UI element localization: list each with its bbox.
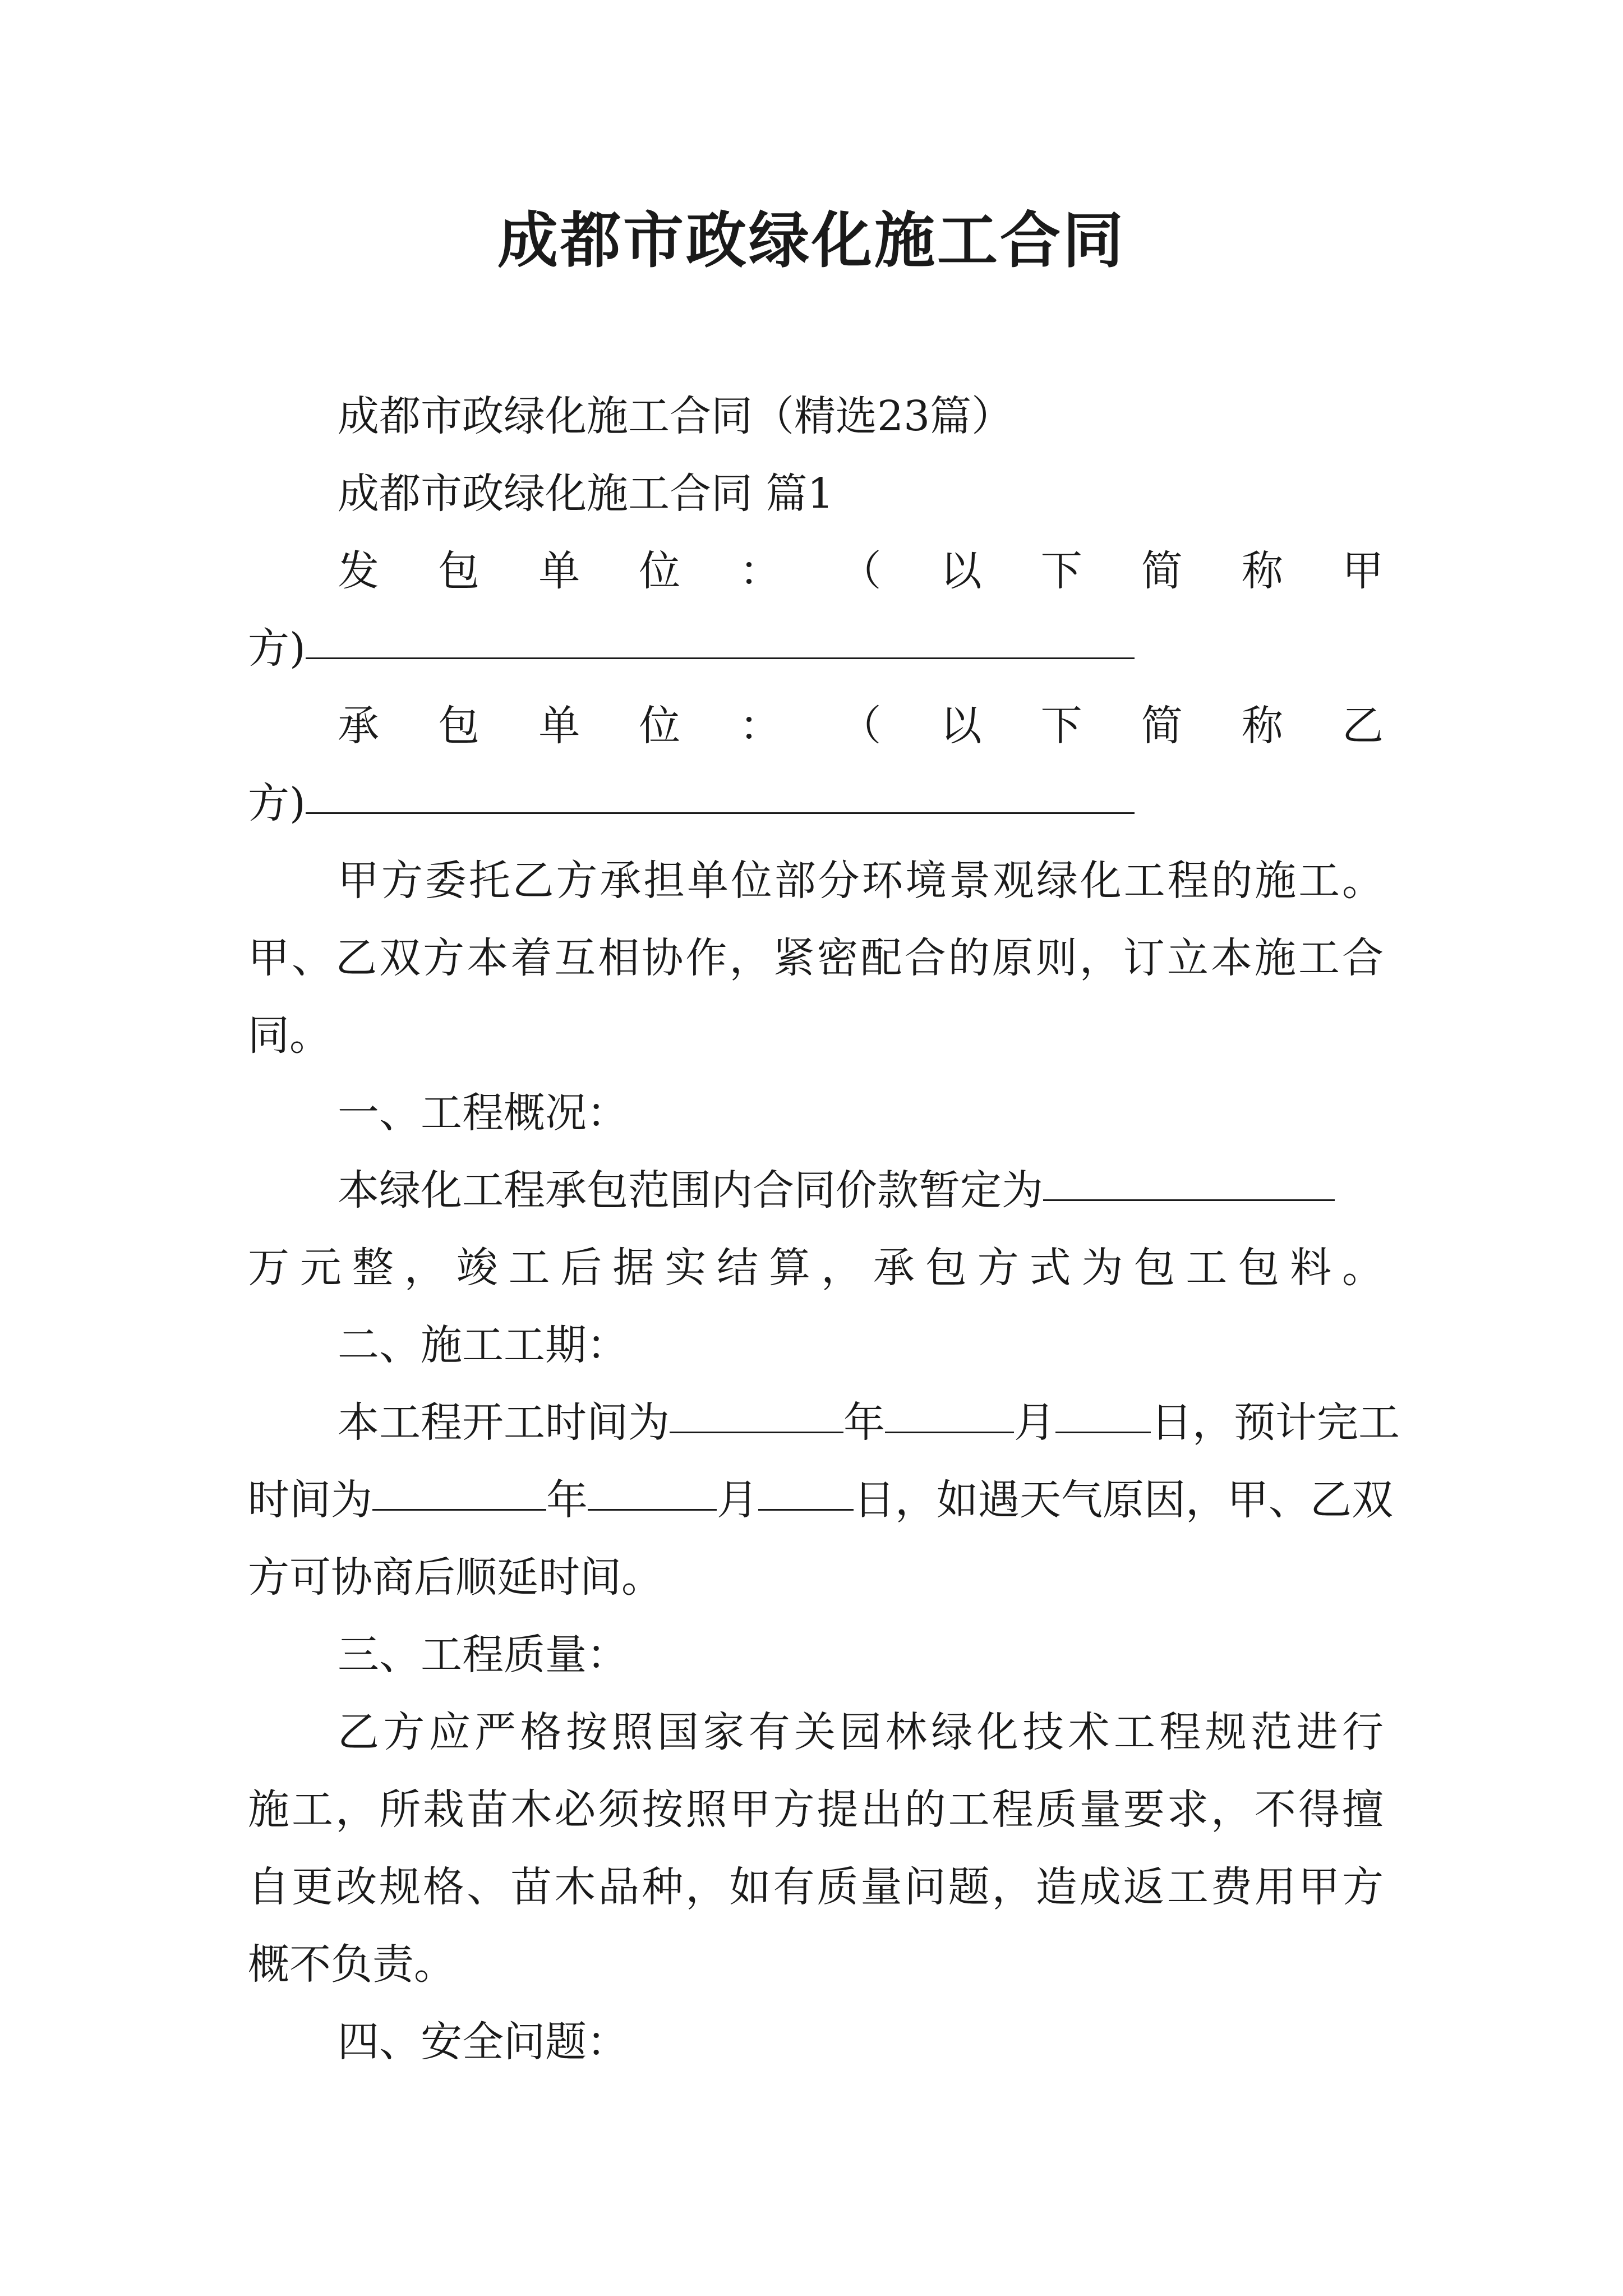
party-b-char: 下: [1040, 702, 1082, 750]
party-b-blank[interactable]: [306, 764, 1135, 814]
party-a-char: 包: [438, 547, 480, 595]
party-b-char: 位: [639, 702, 681, 750]
party-a-cont: 方): [248, 624, 306, 673]
section-3-line-3: 自更改规格、苗木品种，如有质量问题，造成返工费用甲方: [248, 1863, 1384, 1911]
section-2-line-1: [338, 1383, 1400, 1462]
section-3-line-2: 施工，所栽苗木必须按照甲方提出的工程质量要求，不得擅: [248, 1786, 1384, 1834]
intro-line-3: 同。: [248, 1011, 331, 1060]
end-year-blank[interactable]: [372, 1461, 546, 1511]
month-label: 月: [717, 1476, 758, 1524]
party-b-char: 单: [538, 702, 580, 750]
section-2-line-3: 方可协商后顺延时间。: [248, 1553, 663, 1602]
end-time-label: 时间为: [248, 1476, 372, 1524]
section-2-heading: 二、施工工期：: [338, 1321, 628, 1369]
contract-price-label: 本绿化工程承包范围内合同价款暂定为: [338, 1166, 1043, 1214]
month-label: 月: [1014, 1398, 1055, 1447]
party-a-blank[interactable]: [306, 609, 1135, 659]
party-b-char: 乙: [1341, 702, 1384, 750]
party-b-label: [338, 687, 1384, 765]
party-a-char: 下: [1040, 547, 1082, 595]
document-title: 成都市政绿化施工合同: [497, 206, 1126, 276]
intro-line-2: 甲、乙双方本着互相协作，紧密配合的原则，订立本施工合: [248, 934, 1384, 982]
party-b-cont: 方): [248, 779, 306, 827]
section-3-line-4: 概不负责。: [248, 1940, 455, 1989]
party-b-char: 包: [438, 702, 480, 750]
section-1-line-2: 万元整，竣工后据实结算，承包方式为包工包料。: [248, 1244, 1384, 1292]
party-a-line: [248, 609, 1384, 688]
party-a-label: [338, 532, 1384, 610]
party-b-char: 简: [1141, 702, 1183, 750]
party-a-char: ：: [739, 547, 781, 595]
party-b-char: ：: [739, 702, 781, 750]
end-day-blank[interactable]: [758, 1461, 854, 1511]
party-b-char: （: [840, 702, 882, 750]
year-label: 年: [843, 1398, 885, 1447]
party-a-char: 位: [639, 547, 681, 595]
start-month-blank[interactable]: [885, 1383, 1014, 1433]
section-1-line-1: [338, 1151, 1384, 1230]
party-a-char: （: [840, 547, 882, 595]
end-month-blank[interactable]: [588, 1461, 717, 1511]
party-a-char: 单: [538, 547, 580, 595]
party-a-char: 发: [338, 547, 379, 595]
document-subtitle: 成都市政绿化施工合同（精选23篇）: [338, 392, 1013, 440]
section-2-line-2: [248, 1461, 1393, 1539]
start-time-label: 本工程开工时间为: [338, 1398, 670, 1447]
year-label: 年: [546, 1476, 588, 1524]
start-day-blank[interactable]: [1055, 1383, 1151, 1433]
contract-price-blank[interactable]: [1043, 1151, 1335, 1201]
party-a-char: 简: [1141, 547, 1183, 595]
party-b-char: 承: [338, 702, 379, 750]
start-year-blank[interactable]: [670, 1383, 843, 1433]
section-4-heading: 四、安全问题：: [338, 2018, 628, 2066]
party-a-char: 以: [940, 547, 982, 595]
intro-line-1: 甲方委托乙方承担单位部分环境景观绿化工程的施工。: [338, 857, 1384, 905]
party-a-char: 称: [1241, 547, 1283, 595]
section-3-heading: 三、工程质量：: [338, 1631, 628, 1679]
section-1-heading: 一、工程概况：: [338, 1089, 628, 1137]
party-b-line: [248, 764, 1384, 843]
party-b-char: 称: [1241, 702, 1283, 750]
party-b-char: 以: [940, 702, 982, 750]
section-heading: 成都市政绿化施工合同 篇1: [338, 470, 834, 518]
end-time-suffix: 日，如遇天气原因，甲、乙双: [854, 1476, 1393, 1524]
section-3-line-1: 乙方应严格按照国家有关园林绿化技术工程规范进行: [338, 1708, 1384, 1756]
party-a-char: 甲: [1341, 547, 1384, 595]
start-time-suffix: 日，预计完工: [1151, 1398, 1400, 1447]
